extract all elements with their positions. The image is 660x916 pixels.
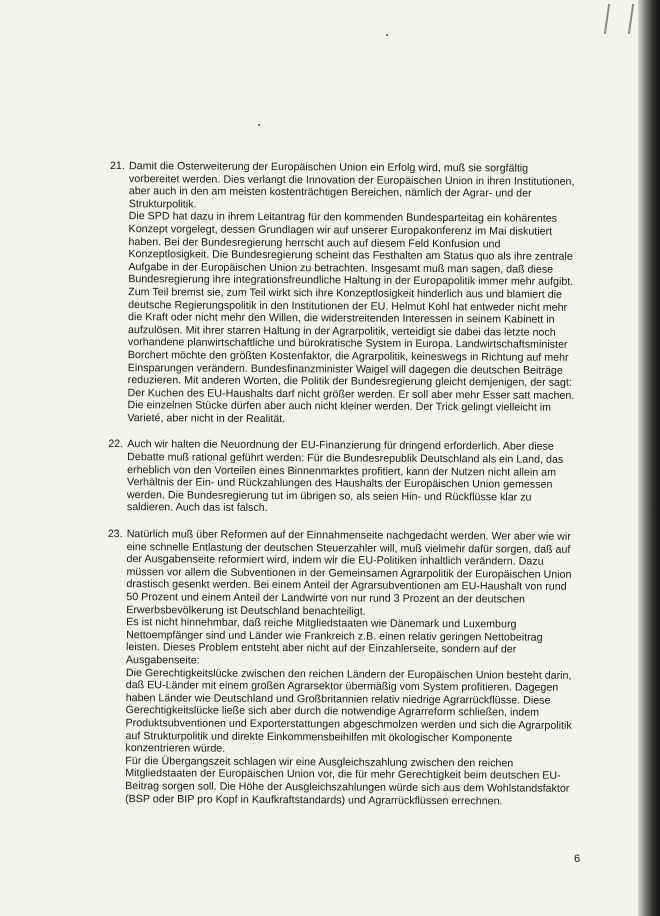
paragraph: Es ist nicht hinnehmbar, daß reiche Mitgliedstaaten wie Dänemark und Luxemburg Nettoempfänger sind und Länder wie Frankreich z.B. einen relativ geringen Nettobeitrag leisten. Dieses Problem entsteht aber nicht auf der Einzahlerseite, sondern auf der Ausgabenseite: [125,616,543,667]
page-number: 6 [574,853,581,865]
section-number: 21. [109,160,125,173]
numbered-section-21 [108,160,580,427]
scan-page-edge [638,0,660,916]
paragraph: Auch wir halten die Neuordnung der EU-Finanzierung für dringend erforderlich. Aber diese Debatte muß rational geführt werden: Für die Bundesrepublik Deutschland als ein Land, das erheblich von den Vorteilen eines Binnenmarktes profitiert, kann der Nutzen nicht allein am Verhältnis der Ein- und Rückzahlungen des Haushalts der Europäischen Union gemessen werden. Die Bundesregierung tut im übrigen so, als seien Hin- und Rückflüsse klar zu saldieren. Auch das ist falsch. [126,438,564,515]
numbered-section-22 [108,438,578,516]
paragraph: Für die Übergangszeit schlagen wir eine Ausgleichszahlung zwischen den reichen Mitgliedstaaten der Europäischen Union vor, die für mehr Gerechtigkeit beim deutschen EU-Beitrag sorgen soll. Die Höhe der Ausgleichszahlungen würde sich aus dem Wohlstandsfaktor (BSP oder BIP pro Kopf in Kaufkraftstandards) und Agrarrückflüssen errechnen. [125,754,570,807]
paragraph: Die SPD hat dazu in ihrem Leitantrag für den kommenden Bundesparteitag ein kohärentes Konzept vorgelegt, dessen Grundlagen wir auf unserer Europakonferenz im Mai diskutiert haben. Bei der Bundesregierung herrscht auch auf diesem Feld Konfusion und Konzeptlosigkeit. Die Bundesregierung scheint das Festhalten am Status quo als ihre zentrale Aufgabe in der Europäischen Union zu betrachten. Insgesamt muß man sagen, daß diese Bundesregierung ihre integrationsfreundliche Haltung in der Europapolitik immer mehr aufgibt. Zum Teil bremst sie, zum Teil wirkt sich ihre Konzeptlosigkeit hinderlich aus und blamiert die deutsche Regierungspolitik in den Institutionen der EU. Helmut Kohl hat entweder nicht mehr die Kraft oder nicht mehr den Willen, die widerstreitenden Interessen in seinem Kabinett in aufzulösen. Mit ihrer starren Haltung in der Agrarpolitik, verteidigt sie dabei das letzte noch vorhandene planwirtschaftliche und bürokratische System in Europa. Landwirtschaftsminister Borchert möchte den größten Kostenfaktor, die Agrarpolitik, keineswegs in Richtung auf mehr Einsparungen verändern. Bundesfinanzminister Waigel will dagegen die deutschen Beiträge reduzieren. Mit anderen Worten, die Politik der Bundesregierung gleicht demjenigen, der sagt: Der Kuchen des EU-Haushalts darf nicht größer werden. Er soll aber mehr Esser satt machen. Die einzelnen Stücke dürfen aber auch nicht kleiner werden. Der Trick gelingt vielleicht im Varieté, aber nicht in der Realität. [127,210,575,425]
paragraph: Die Gerechtigkeitslücke zwischen den reichen Ländern der Europäischen Union besteht darin, daß EU-Länder mit einem großen Agrarsektor übermäßig vom System profitieren. Dagegen haben Länder wie Deutschland und Großbritannien relativ niedrige Agrarrückflüsse. Diese Gerechtigkeitslücke ließe sich aber durch die notwendige Agrarreform schließen, indem Produktsubventionen und Exporterstattungen abgeschmolzen werden und sich die Agrarpolitik auf Strukturpolitik und direkte Einkommensbeihilfen mit ökologischer Komponente konzentrieren würde. [125,666,572,755]
scan-speck [258,124,260,126]
section-number: 23. [107,528,123,541]
numbered-section-23 [106,528,578,808]
document-body [106,160,580,822]
section-number: 22. [108,438,124,451]
scan-artifact [604,4,634,34]
paragraph: Damit die Osterweiterung der Europäischen Union ein Erfolg wird, muß sie sorgfältig vorbereitet werden. Dies verlangt die Innovation der Europäischen Union in ihren Institutionen, aber auch in den am meisten kostenträchtigen Bereichen, nämlich der Agrar- und der Strukturpolitik. [128,160,575,211]
scan-speck [386,34,388,36]
paragraph: Natürlich muß über Reformen auf der Einnahmenseite nachgedacht werden. Wer aber wie wir eine schnelle Entlastung der deutschen Steuerzahler will, muß vielmehr dafür sorgen, daß auf der Ausgabenseite reformiert wird, indem wir die EU-Politiken inhaltlich verändern. Dazu müssen vor allem die Subventionen in der Gemeinsamen Agrarpolitik der Europäischen Union drastisch gesenkt werden. Bei einem Anteil der Agrarsubventionen am EU-Haushalt von rund 50 Prozent und einem Anteil der Landwirte von nur rund 3 Prozent an der deutschen Erwerbsbevölkerung ist Deutschland benachteiligt. [126,528,572,618]
